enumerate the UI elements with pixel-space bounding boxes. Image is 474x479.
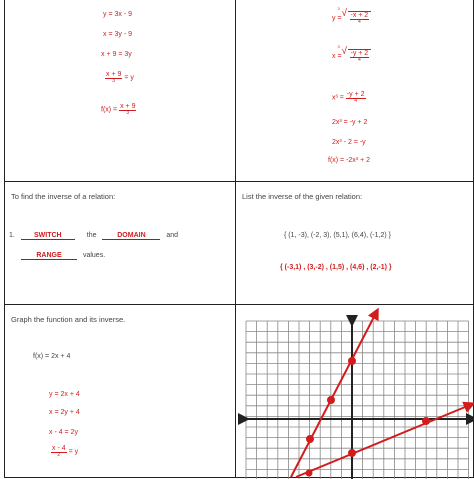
cell-bottom-right [235,304,474,478]
function-point [306,435,314,443]
rule-line-2: RANGE values. [21,252,105,260]
step-line-2: x = 2y + 4 [49,409,80,416]
blank-domain: DOMAIN [102,232,160,240]
step-line-4: $\frac{x - 4}{2}$ = y [52,445,79,458]
cell-mid-right [235,181,474,305]
grid [246,321,469,479]
step-line-4: $\frac{x + 9}{3}$ = y [106,71,134,84]
step-line-3: x³ = $\frac{-y + 2}{4}$ [332,91,365,104]
step-line-3: x - 4 = 2y [49,429,78,436]
step-line-5: 2x³ - 2 = -y [332,139,366,146]
final-answer: f(x) = $\frac{x + 9}{3}$ [101,103,136,116]
cell-bottom-left [4,304,236,478]
step-line-2: x = 3y - 9 [103,31,132,38]
section-heading: List the inverse of the given relation: [242,192,363,201]
blank-range: RANGE [21,252,77,260]
inverse-point [348,449,356,457]
cell-top-right [235,0,474,182]
rule-line-1: 1. SWITCH the DOMAIN and [9,232,179,239]
given-relation: { (1, -3), (-2, 3), (5,1), (6,4), (-1,2) } [284,232,391,239]
function-point [327,396,335,404]
step-line-1: y = 2x + 4 [49,391,80,398]
cell-mid-left [4,181,236,305]
inverse-relation: { (-3,1) , (3,-2) , (1,5) , (4,6) , (2,-1) } [280,264,392,271]
inverse-point [422,417,430,425]
step-line-1: y = 3x - 9 [103,11,132,18]
intercept-point [306,470,313,477]
section-heading: To find the inverse of a relation: [11,192,116,201]
step-line-2: x = 3 √ $\frac{-y + 2}{4}$ [332,49,371,63]
cell-top-left [4,0,236,182]
final-answer: f(x) = -2x³ + 2 [328,157,371,164]
coordinate-graph [236,305,474,479]
step-line-1: y = 3 √ $\frac{-x + 2}{4}$ [332,11,371,25]
step-line-4: 2x³ = -y + 2 [332,119,368,126]
step-line-3: x + 9 = 3y [101,51,132,58]
function-equation: f(x) = 2x + 4 [33,353,71,360]
blank-switch: SWITCH [21,232,75,240]
section-heading: Graph the function and its inverse. [11,315,126,324]
function-point [348,357,356,365]
